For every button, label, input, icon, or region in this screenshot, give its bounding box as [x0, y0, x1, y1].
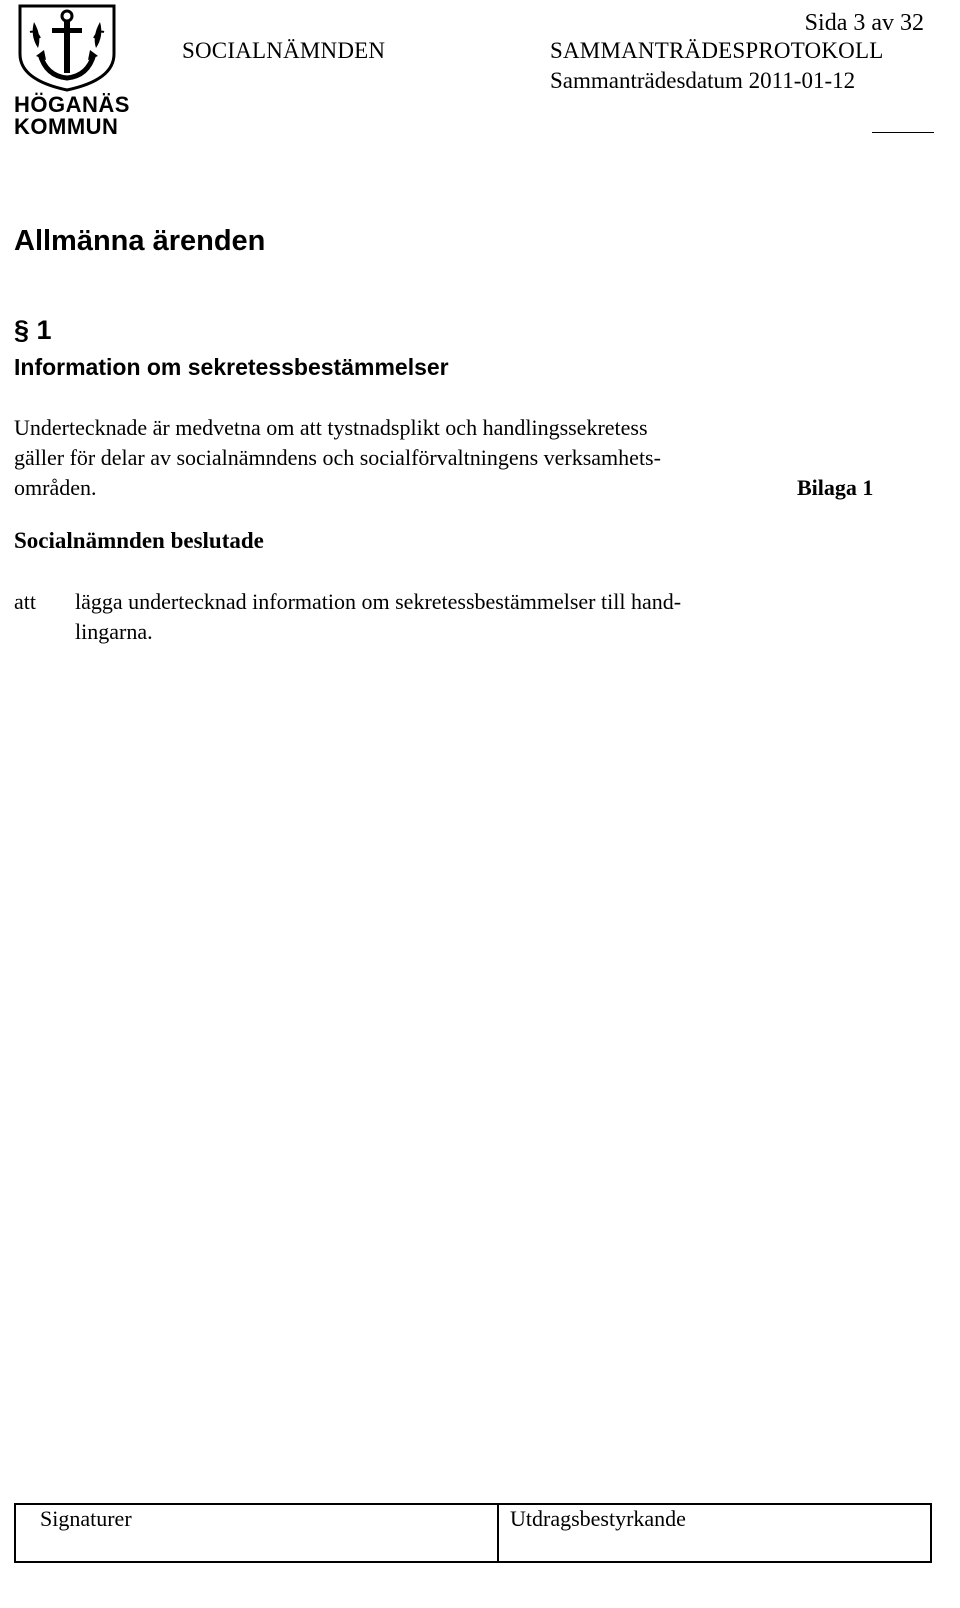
logo-text-line2: KOMMUN: [14, 114, 119, 139]
extract-certification-label: Utdragsbestyrkande: [510, 1506, 686, 1531]
decision-line: lägga undertecknad information om sekretessbestämmelser till hand-: [75, 589, 682, 614]
municipality-logo: [12, 2, 130, 139]
section-title: Allmänna ärenden: [14, 225, 266, 257]
signatures-label: Signaturer: [40, 1506, 132, 1531]
signature-box: [14, 1503, 932, 1563]
logo-text-line1: HÖGANÄS: [14, 92, 130, 117]
decision-line: lingarna.: [75, 619, 153, 644]
signature-box-divider: [497, 1503, 499, 1563]
header-rule: [872, 132, 934, 133]
decision-heading: Socialnämnden beslutade: [14, 528, 264, 553]
intro-line: områden.: [14, 475, 97, 500]
attachment-reference: Bilaga 1: [797, 475, 874, 500]
meeting-date: Sammanträdesdatum 2011-01-12: [550, 68, 856, 93]
document-type: SAMMANTRÄDESPROTOKOLL: [550, 38, 884, 63]
item-title: Information om sekretessbestämmelser: [14, 354, 449, 380]
page-number: Sida 3 av 32: [804, 10, 924, 36]
intro-line: Undertecknade är medvetna om att tystnadsplikt och handlingssekretess: [14, 415, 648, 440]
organization-name: SOCIALNÄMNDEN: [182, 38, 386, 63]
intro-line: gäller för delar av socialnämndens och socialförvaltningens verksamhets-: [14, 445, 661, 470]
paragraph-number: § 1: [14, 315, 52, 345]
anchor-coat-of-arms-icon: [12, 2, 122, 92]
decision-prefix: att: [14, 589, 36, 614]
